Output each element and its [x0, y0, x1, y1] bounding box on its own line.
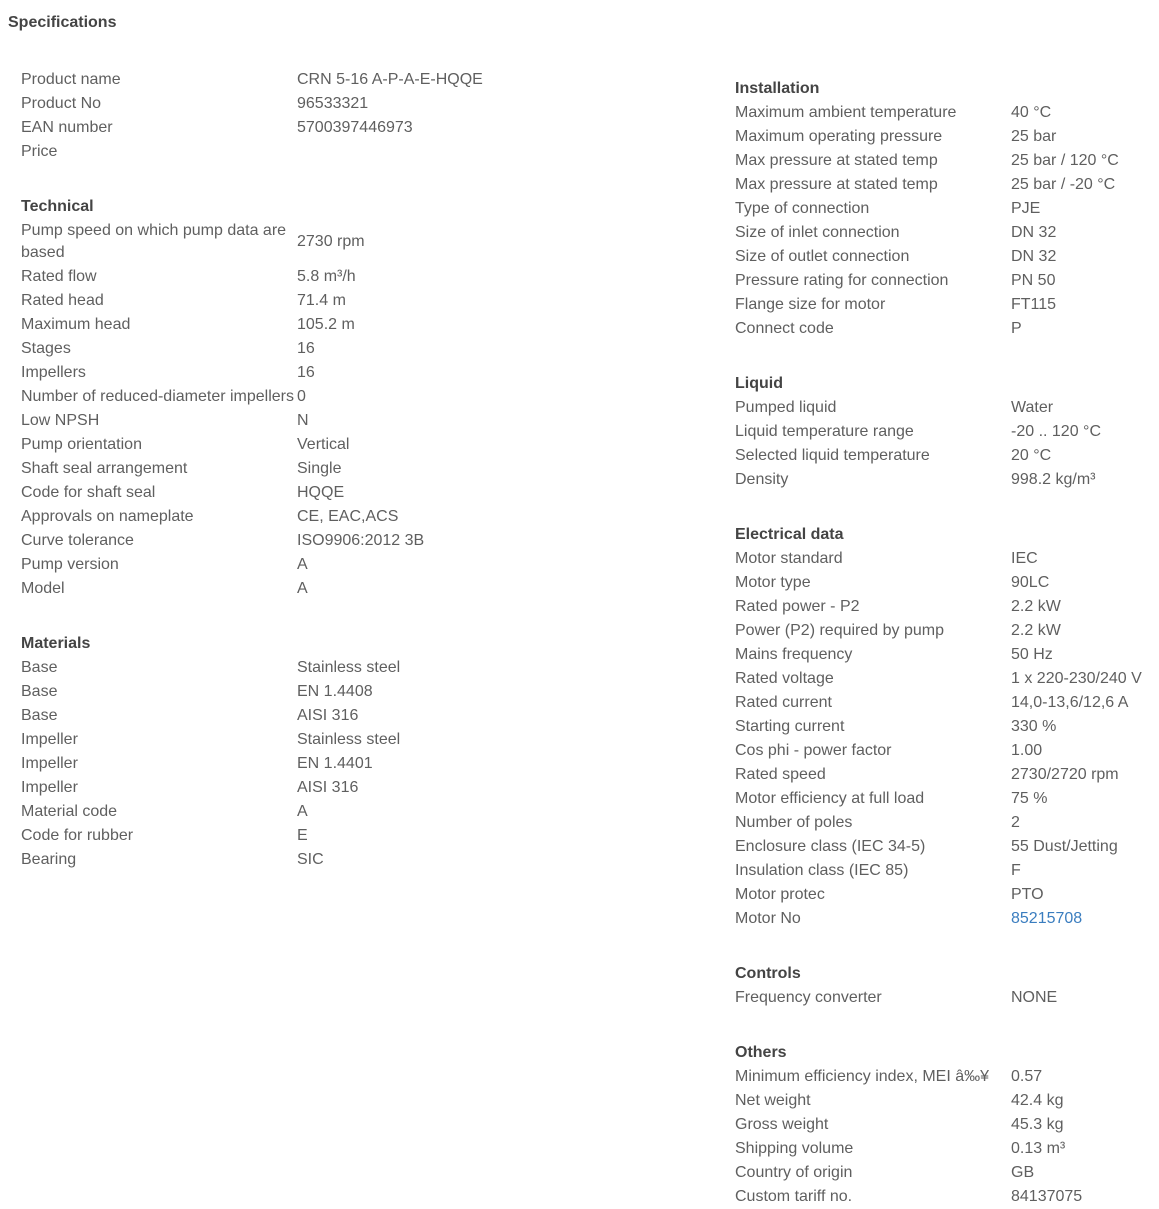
spec-value: DN 32 — [1011, 224, 1057, 241]
spec-value: 90LC — [1011, 574, 1050, 591]
spec-label: Impeller — [21, 731, 78, 748]
section-gap — [735, 492, 1142, 514]
spec-label: Base — [21, 707, 58, 724]
spec-label: Net weight — [735, 1092, 811, 1109]
spec-value: EN 1.4408 — [297, 683, 373, 700]
spec-value: 84137075 — [1011, 1188, 1083, 1205]
spec-label: Price — [21, 143, 58, 160]
spec-value: GB — [1011, 1164, 1035, 1181]
spec-row — [735, 643, 1142, 667]
spec-value: 75 % — [1011, 790, 1048, 807]
spec-row — [735, 1089, 1142, 1113]
spec-label: Mains frequency — [735, 646, 853, 663]
right-spec-table — [735, 68, 1142, 1209]
spec-label: Starting current — [735, 718, 845, 735]
spec-row — [735, 269, 1142, 293]
spec-row — [21, 219, 483, 265]
spec-row — [735, 221, 1142, 245]
spec-value: Vertical — [297, 436, 350, 453]
spec-label: Rated speed — [735, 766, 826, 783]
spec-value: 96533321 — [297, 95, 369, 112]
spec-label: Motor type — [735, 574, 811, 591]
section-heading-liquid: Liquid — [735, 375, 783, 392]
page-title: Specifications — [8, 14, 117, 31]
section-heading-controls: Controls — [735, 965, 801, 982]
spec-row — [21, 68, 483, 92]
spec-row — [735, 396, 1142, 420]
spec-value: PN 50 — [1011, 272, 1056, 289]
spec-label: Enclosure class (IEC 34-5) — [735, 838, 926, 855]
spec-row — [735, 101, 1142, 125]
spec-row — [21, 505, 483, 529]
spec-row — [735, 715, 1142, 739]
spec-label: Base — [21, 683, 58, 700]
spec-value: 25 bar — [1011, 128, 1057, 145]
spec-row — [735, 547, 1142, 571]
spec-row — [21, 457, 483, 481]
spec-row — [21, 433, 483, 457]
spec-row — [735, 317, 1142, 341]
spec-value: -20 .. 120 °C — [1011, 423, 1101, 440]
right-spec-column — [735, 68, 1159, 1209]
section-gap — [735, 1010, 1142, 1032]
spec-row — [21, 481, 483, 505]
section-gap — [21, 164, 483, 186]
spec-value: 105.2 m — [297, 316, 355, 333]
spec-label: Rated power - P2 — [735, 598, 860, 615]
left-spec-table — [21, 68, 483, 872]
spec-value: PTO — [1011, 886, 1044, 903]
spec-row — [21, 728, 483, 752]
spec-value: IEC — [1011, 550, 1038, 567]
spec-value: 45.3 kg — [1011, 1116, 1064, 1133]
spec-label: Density — [735, 471, 789, 488]
spec-value: 55 Dust/Jetting — [1011, 838, 1118, 855]
spec-row — [21, 409, 483, 433]
section-heading-technical: Technical — [21, 198, 94, 215]
spec-label: Maximum head — [21, 316, 131, 333]
spec-label: Code for shaft seal — [21, 484, 156, 501]
spec-value: 20 °C — [1011, 447, 1052, 464]
spec-label: Connect code — [735, 320, 834, 337]
spec-row — [21, 361, 483, 385]
spec-value: Single — [297, 460, 342, 477]
spec-row — [735, 1065, 1142, 1089]
spec-row — [21, 553, 483, 577]
spec-row — [735, 835, 1142, 859]
spec-label: Liquid temperature range — [735, 423, 914, 440]
spec-value: DN 32 — [1011, 248, 1057, 265]
spec-row — [735, 1113, 1142, 1137]
spec-value: N — [297, 412, 309, 429]
spec-label: Low NPSH — [21, 412, 100, 429]
spec-row — [735, 883, 1142, 907]
spec-row — [21, 529, 483, 553]
spec-label: Max pressure at stated temp — [735, 176, 938, 193]
spec-value: 0.13 m³ — [1011, 1140, 1066, 1157]
spec-label: Pump version — [21, 556, 119, 573]
section-gap-cell — [735, 931, 1142, 953]
spec-label: Pump orientation — [21, 436, 142, 453]
spec-row — [21, 752, 483, 776]
spec-row — [735, 197, 1142, 221]
spec-row — [735, 667, 1142, 691]
spec-value: 50 Hz — [1011, 646, 1053, 663]
spec-row — [735, 444, 1142, 468]
spec-value: 2.2 kW — [1011, 622, 1061, 639]
spec-value: A — [297, 803, 308, 820]
spec-value: SIC — [297, 851, 324, 868]
spec-label: Custom tariff no. — [735, 1188, 853, 1205]
spec-label: Rated head — [21, 292, 104, 309]
spec-label: Impeller — [21, 755, 78, 772]
section-gap-cell — [735, 1010, 1142, 1032]
spec-label: Flange size for motor — [735, 296, 886, 313]
spec-value: 0 — [297, 388, 306, 405]
spec-value: 25 bar / 120 °C — [1011, 152, 1119, 169]
spec-value: 0.57 — [1011, 1068, 1043, 1085]
spec-value: A — [297, 556, 308, 573]
section-heading-electrical-data: Electrical data — [735, 526, 844, 543]
section-heading-others: Others — [735, 1044, 787, 1061]
spec-row — [735, 907, 1142, 931]
section-heading-row — [735, 363, 1142, 396]
spec-value: 5700397446973 — [297, 119, 413, 136]
spec-label: Minimum efficiency index, MEI â‰¥ — [735, 1068, 990, 1085]
spec-label: Power (P2) required by pump — [735, 622, 944, 639]
spec-label: Gross weight — [735, 1116, 829, 1133]
spec-value: 25 bar / -20 °C — [1011, 176, 1116, 193]
spec-label: Motor No — [735, 910, 801, 927]
left-spec-column — [21, 68, 491, 872]
spec-row — [735, 468, 1142, 492]
spec-label: Curve tolerance — [21, 532, 134, 549]
spec-value: 2730 rpm — [297, 233, 365, 250]
spec-row — [735, 691, 1142, 715]
spec-value: Stainless steel — [297, 731, 401, 748]
spec-value: F — [1011, 862, 1021, 879]
spec-row — [735, 1137, 1142, 1161]
spec-row — [21, 140, 483, 164]
spec-label: Code for rubber — [21, 827, 134, 844]
spec-value: AISI 316 — [297, 707, 359, 724]
spec-value[interactable] — [1011, 907, 1142, 931]
spec-value: 330 % — [1011, 718, 1057, 735]
spec-label: Motor standard — [735, 550, 843, 567]
section-gap — [735, 931, 1142, 953]
spec-row — [735, 173, 1142, 197]
section-heading-row — [735, 514, 1142, 547]
section-gap — [735, 341, 1142, 363]
spec-row — [735, 763, 1142, 787]
section-gap-cell — [735, 341, 1142, 363]
spec-row — [735, 811, 1142, 835]
spec-label: Selected liquid temperature — [735, 447, 930, 464]
spec-value: EN 1.4401 — [297, 755, 373, 772]
spec-value: 16 — [297, 364, 315, 381]
spec-value: 40 °C — [1011, 104, 1052, 121]
spec-row — [735, 571, 1142, 595]
spec-label: Pressure rating for connection — [735, 272, 949, 289]
spec-label: Rated voltage — [735, 670, 834, 687]
spec-label: Model — [21, 580, 65, 597]
spec-label: Impellers — [21, 364, 86, 381]
section-heading-row — [21, 186, 483, 219]
spec-value: E — [297, 827, 308, 844]
spec-value: 998.2 kg/m³ — [1011, 471, 1096, 488]
spec-label: Maximum operating pressure — [735, 128, 943, 145]
spec-value: FT115 — [1011, 296, 1057, 313]
spec-value: 2 — [1011, 814, 1020, 831]
spec-label: Cos phi - power factor — [735, 742, 892, 759]
spec-value: 1.00 — [1011, 742, 1043, 759]
spec-label: Rated flow — [21, 268, 97, 285]
motor-no-link[interactable]: 85215708 — [1011, 910, 1083, 927]
spec-label: Frequency converter — [735, 989, 882, 1006]
spec-value: AISI 316 — [297, 779, 359, 796]
spec-label: Insulation class (IEC 85) — [735, 862, 909, 879]
spec-label: Number of reduced-diameter impellers — [21, 388, 294, 405]
spec-label: Country of origin — [735, 1164, 853, 1181]
spec-value: PJE — [1011, 200, 1041, 217]
section-heading-row — [21, 623, 483, 656]
spec-row — [21, 92, 483, 116]
spec-row — [735, 595, 1142, 619]
spec-value: 1 x 220-230/240 V — [1011, 670, 1142, 687]
section-gap-cell — [735, 492, 1142, 514]
section-gap-cell — [21, 601, 483, 623]
spec-row — [21, 313, 483, 337]
spec-row — [21, 824, 483, 848]
spec-row — [735, 1185, 1142, 1209]
spec-row — [735, 619, 1142, 643]
spec-row — [21, 337, 483, 361]
spec-value: 42.4 kg — [1011, 1092, 1064, 1109]
spec-value: 2.2 kW — [1011, 598, 1061, 615]
spec-row — [21, 848, 483, 872]
spec-label: Bearing — [21, 851, 77, 868]
spec-value: 14,0-13,6/12,6 A — [1011, 694, 1129, 711]
spec-row — [21, 704, 483, 728]
spec-row — [21, 800, 483, 824]
spec-label: Product name — [21, 71, 121, 88]
spec-label: Rated current — [735, 694, 832, 711]
spec-value: NONE — [1011, 989, 1058, 1006]
spec-label: Product No — [21, 95, 102, 112]
spec-row — [21, 289, 483, 313]
spec-value: ISO9906:2012 3B — [297, 532, 425, 549]
section-heading-installation: Installation — [735, 80, 820, 97]
spec-row — [735, 293, 1142, 317]
section-heading-materials: Materials — [21, 635, 91, 652]
section-heading-row — [735, 1032, 1142, 1065]
spec-row — [21, 116, 483, 140]
spec-row — [21, 656, 483, 680]
spec-value: Stainless steel — [297, 659, 401, 676]
spec-value: P — [1011, 320, 1022, 337]
spec-label: Number of poles — [735, 814, 853, 831]
spec-value: HQQE — [297, 484, 345, 501]
spec-label: EAN number — [21, 119, 113, 136]
spec-label: Size of outlet connection — [735, 248, 910, 265]
spec-row — [21, 265, 483, 289]
spec-label: Shipping volume — [735, 1140, 854, 1157]
spec-value: 16 — [297, 340, 315, 357]
spec-row — [735, 859, 1142, 883]
spec-label: Material code — [21, 803, 118, 820]
spec-label: Motor protec — [735, 886, 825, 903]
spec-label: Impeller — [21, 779, 78, 796]
spec-label: Pumped liquid — [735, 399, 837, 416]
section-gap — [21, 601, 483, 623]
spec-row — [21, 776, 483, 800]
spec-row — [735, 1161, 1142, 1185]
spec-label: Pump speed on which pump data are based — [21, 222, 287, 261]
spec-row — [735, 739, 1142, 763]
spec-row — [735, 125, 1142, 149]
spec-row — [21, 680, 483, 704]
section-heading-row — [735, 68, 1142, 101]
spec-value: Water — [1011, 399, 1054, 416]
spec-value: 5.8 m³/h — [297, 268, 356, 285]
spec-label: Size of inlet connection — [735, 224, 900, 241]
spec-label: Max pressure at stated temp — [735, 152, 938, 169]
spec-label: Approvals on nameplate — [21, 508, 194, 525]
spec-value — [297, 140, 483, 164]
spec-label: Stages — [21, 340, 71, 357]
section-gap-cell — [21, 164, 483, 186]
spec-value: A — [297, 580, 308, 597]
spec-row — [21, 385, 483, 409]
spec-label: Shaft seal arrangement — [21, 460, 188, 477]
spec-value: 71.4 m — [297, 292, 346, 309]
spec-row — [735, 986, 1142, 1010]
section-heading-row — [735, 953, 1142, 986]
spec-label: Motor efficiency at full load — [735, 790, 925, 807]
spec-row — [21, 577, 483, 601]
spec-value: 2730/2720 rpm — [1011, 766, 1119, 783]
spec-label: Base — [21, 659, 58, 676]
spec-row — [735, 420, 1142, 444]
spec-row — [735, 787, 1142, 811]
spec-row — [735, 245, 1142, 269]
spec-value: CE, EAC,ACS — [297, 508, 399, 525]
spec-row — [735, 149, 1142, 173]
spec-value: CRN 5-16 A-P-A-E-HQQE — [297, 71, 483, 88]
spec-label: Maximum ambient temperature — [735, 104, 957, 121]
spec-label: Type of connection — [735, 200, 870, 217]
